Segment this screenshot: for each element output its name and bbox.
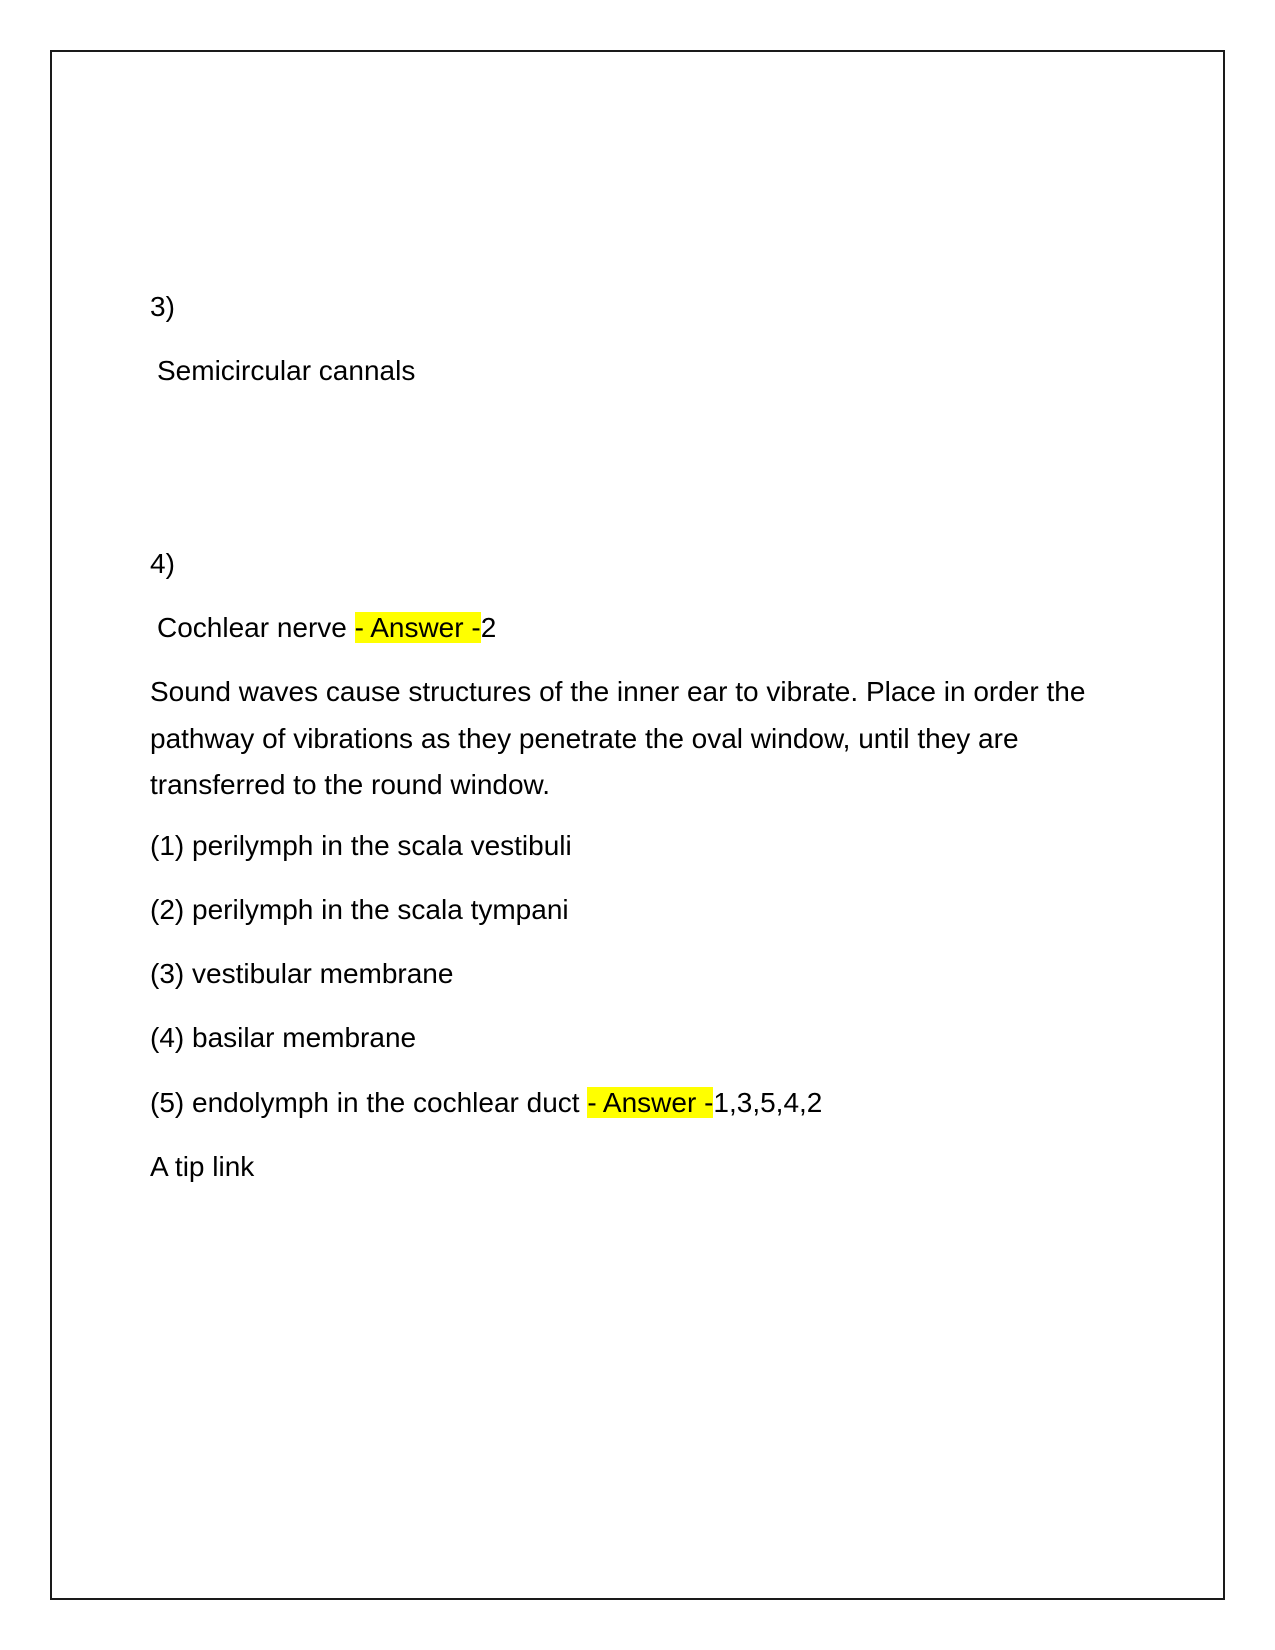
option-cochlear-nerve: Cochlear nerve	[157, 612, 355, 643]
answer-value: 1,3,5,4,2	[713, 1087, 823, 1118]
list-item-1: (1) perilymph in the scala vestibuli	[150, 830, 572, 861]
answer-highlight: - Answer -	[587, 1087, 714, 1118]
next-question-text: A tip link	[150, 1151, 255, 1182]
list-item-2: (2) perilymph in the scala tympani	[150, 894, 569, 925]
answer-value: 2	[480, 612, 497, 643]
list-item-5: (5) endolymph in the cochlear duct	[150, 1087, 588, 1118]
question-number-4: 4)	[150, 548, 175, 579]
list-item-5-line	[150, 1080, 822, 1126]
list-item-3: (3) vestibular membrane	[150, 958, 454, 989]
option-cochlear-nerve-line	[157, 605, 496, 651]
list-item-4: (4) basilar membrane	[150, 1022, 417, 1053]
option-semicircular-canals: Semicircular cannals	[157, 355, 416, 386]
question-number-3: 3)	[150, 291, 175, 322]
question-text-pathway: Sound waves cause structures of the inner ear to vibrate. Place in order the pathway of vibrations as they penetrate the oval window, until they are transferred to the round window.	[150, 676, 1086, 800]
answer-highlight: - Answer -	[354, 612, 481, 643]
